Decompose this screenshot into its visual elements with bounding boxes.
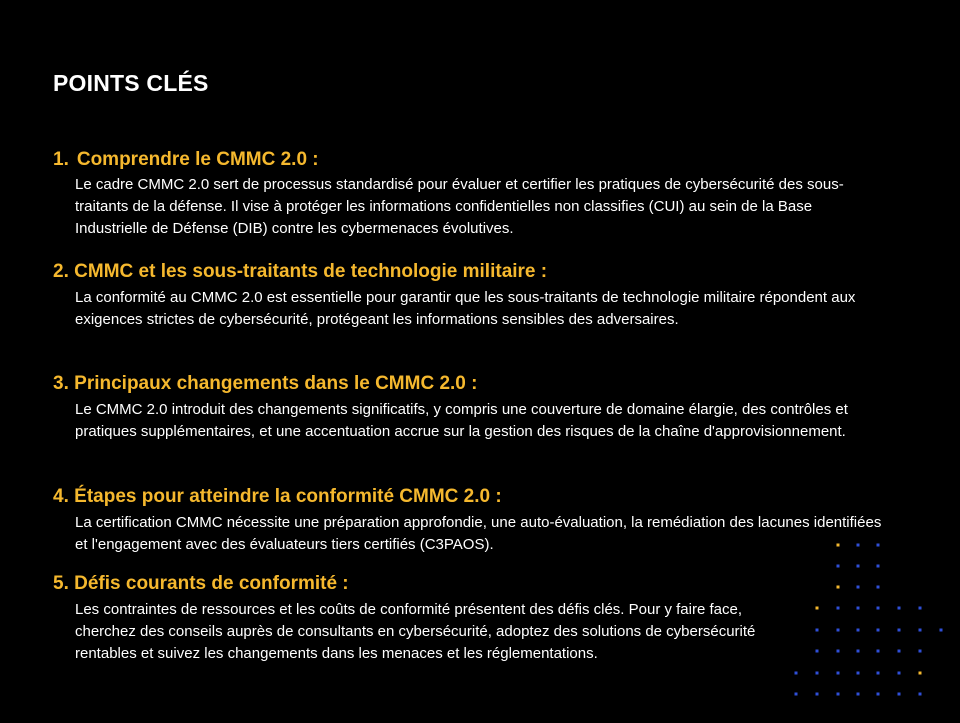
- key-point-body: Les contraintes de ressources et les coûts de conformité présentent des défis clés. Pour y faire face, cherchez des conseils auprès de consultants en cybersécurité, adoptez des solutions de cybersécurité rentables et suivez les changements dans les menaces et les réglementations.: [75, 601, 756, 662]
- key-point-4: [53, 485, 883, 556]
- grid-dot: [919, 693, 922, 696]
- key-point-title: Étapes pour atteindre la conformité CMMC 2.0 :: [74, 486, 502, 507]
- grid-dot: [857, 693, 860, 696]
- key-point-body: Le CMMC 2.0 introduit des changements significatifs, y compris une couverture de domaine élargie, des contrôles et pratiques supplémentaires, et une accentuation accrue sur la gestion des risques de la chaîne d'approvisionnement.: [75, 401, 848, 440]
- grid-dot: [898, 672, 901, 675]
- key-point-1: [53, 148, 883, 240]
- grid-dot: [898, 629, 901, 632]
- grid-dot: [898, 650, 901, 653]
- key-point-number: 3.: [53, 373, 69, 394]
- grid-dot: [795, 693, 798, 696]
- grid-dot: [837, 672, 840, 675]
- key-point-number: 1.: [53, 149, 69, 170]
- grid-dot: [837, 565, 840, 568]
- grid-dot: [877, 672, 880, 675]
- grid-dot: [837, 693, 840, 696]
- grid-dot: [919, 672, 922, 675]
- key-point-2: [53, 260, 883, 331]
- grid-dot: [795, 672, 798, 675]
- grid-dot: [877, 693, 880, 696]
- key-point-title: CMMC et les sous-traitants de technologie militaire :: [74, 261, 548, 282]
- grid-dot: [857, 565, 860, 568]
- grid-dot: [919, 650, 922, 653]
- key-point-number: 5.: [53, 573, 69, 594]
- key-point-heading: [53, 372, 883, 396]
- grid-dot: [919, 629, 922, 632]
- key-point-heading: [53, 572, 883, 596]
- key-point-title: Défis courants de conformité :: [74, 573, 349, 594]
- grid-dot: [898, 607, 901, 610]
- key-point-body: Le cadre CMMC 2.0 sert de processus standardisé pour évaluer et certifier les pratiques de cybersécurité des sous-traitants de la défense. Il vise à protéger les informations confidentielles non classifies (CUI) au sein de la Base Industrielle de Défense (DIB) contre les cybermenaces évolutives.: [75, 176, 844, 237]
- grid-dot: [816, 672, 819, 675]
- key-point-body: La certification CMMC nécessite une préparation approfondie, une auto-évaluation, la remédiation des lacunes identifiées et l'engagement avec des évaluateurs tiers certifiés (C3PAOS).: [75, 514, 882, 553]
- key-point-number: 4.: [53, 486, 69, 507]
- key-point-number: 2.: [53, 261, 69, 282]
- key-point-heading: [53, 148, 883, 172]
- grid-dot: [940, 629, 943, 632]
- grid-dot: [816, 693, 819, 696]
- grid-dot: [919, 607, 922, 610]
- key-point-body: La conformité au CMMC 2.0 est essentielle pour garantir que les sous-traitants de technologie militaire répondent aux exigences strictes de cybersécurité, protégeant les informations sensibles des adversaires.: [75, 289, 856, 328]
- grid-dot: [877, 565, 880, 568]
- grid-dot: [857, 672, 860, 675]
- key-point-5: [53, 572, 883, 665]
- page-title: POINTS CLÉS: [53, 70, 209, 96]
- grid-dot: [898, 693, 901, 696]
- key-point-heading: [53, 485, 883, 509]
- key-point-title: Comprendre le CMMC 2.0 :: [76, 149, 319, 170]
- key-point-title: Principaux changements dans le CMMC 2.0 :: [74, 373, 478, 394]
- key-point-3: [53, 372, 883, 443]
- key-point-heading: [53, 260, 883, 284]
